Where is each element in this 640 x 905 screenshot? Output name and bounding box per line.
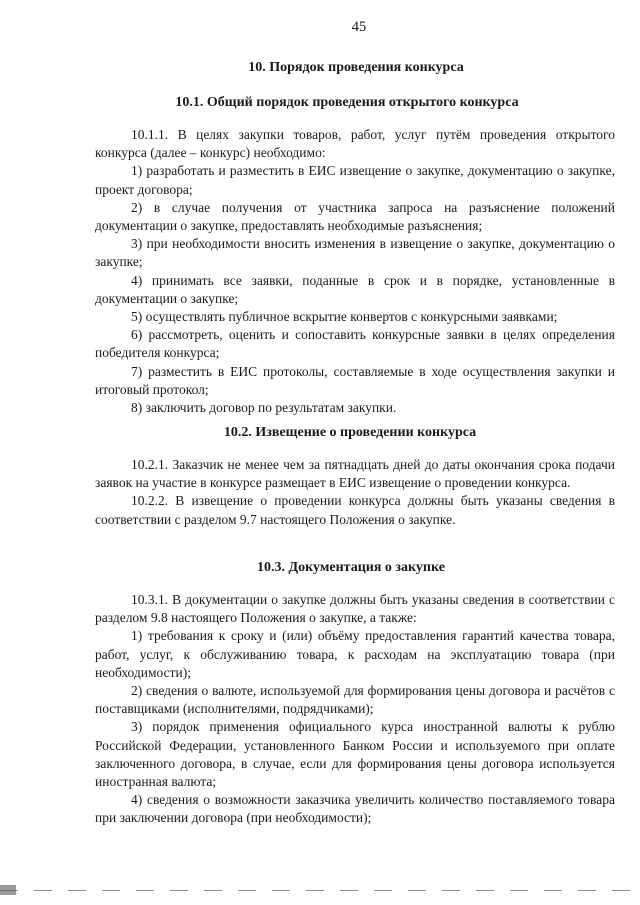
paragraph: 10.2.2. В извещение о проведении конкурса должны быть указаны сведения в соответствии с разделом 9.7 настоящего Положения о закупке. — [95, 493, 615, 527]
list-item: 8) заключить договор по результатам закупки. — [131, 400, 397, 416]
scan-edge-mark — [0, 885, 16, 895]
subsection-10-2-title: 10.2. Извещение о проведении конкурса — [223, 425, 477, 440]
paragraph: 10.1.1. В целях закупки товаров, работ, услуг путём проведения открытого конкурса (далее – конкурс) необходимо: — [95, 127, 615, 161]
list-item: 2) сведения о валюте, используемой для формирования цены договора и расчётов с поставщиками (исполнителями, подрядчиками); — [95, 683, 615, 717]
list-item: 3) порядок применения официального курса иностранной валюты к рублю Российской Федерации, установленного Банком России и используемого при оплате заключенного договора, в случае, если для формирования цены договора используется иностранная валюта; — [95, 719, 615, 790]
list-item: 4) сведения о возможности заказчика увеличить количество поставляемого товара при заключении договора (при необходимости); — [95, 792, 615, 826]
list-item: 6) рассмотреть, оценить и сопоставить конкурсные заявки в целях определения победителя конкурса; — [95, 327, 615, 361]
subsection-10-2-body — [95, 456, 615, 529]
list-item: 4) принимать все заявки, поданные в срок и в порядке, установленные в документации о закупке; — [95, 272, 615, 306]
list-item: 1) разработать и разместить в ЕИС извещение о закупке, документацию о закупке, проект договора; — [95, 163, 615, 197]
paragraph: 10.3.1. В документации о закупке должны быть указаны сведения в соответствии с разделом 9.8 настоящего Положения о закупке, а также: — [95, 592, 615, 626]
list-item: 7) разместить в ЕИС протоколы, составляемые в ходе осуществления закупки и итоговый протокол; — [95, 363, 615, 397]
list-item: 5) осуществлять публичное вскрытие конвертов с конкурсными заявками; — [131, 309, 558, 325]
subsection-10-3-title: 10.3. Документация о закупке — [257, 560, 445, 575]
page-number: 45 — [351, 19, 367, 35]
section-title: 10. Порядок проведения конкурса — [248, 60, 464, 75]
subsection-10-3-body — [95, 591, 615, 828]
scan-edge-line — [0, 890, 640, 891]
list-item: 3) при необходимости вносить изменения в извещение о закупке, документацию о закупке; — [95, 236, 615, 270]
subsection-10-1-body — [95, 126, 615, 417]
subsection-10-1-title: 10.1. Общий порядок проведения открытого конкурса — [175, 95, 519, 110]
list-item: 2) в случае получения от участника запроса на разъяснение положений документации о закупке, предоставлять необходимые разъяснения; — [95, 199, 615, 234]
paragraph: 10.2.1. Заказчик не менее чем за пятнадцать дней до даты окончания срока подачи заявок на участие в конкурсе размещает в ЕИС извещение о проведении конкурса. — [95, 457, 615, 491]
list-item: 1) требования к сроку и (или) объёму предоставления гарантий качества товара, работ, услуг, к обслуживанию товара, к расходам на эксплуатацию товара (при необходимости); — [95, 628, 615, 680]
